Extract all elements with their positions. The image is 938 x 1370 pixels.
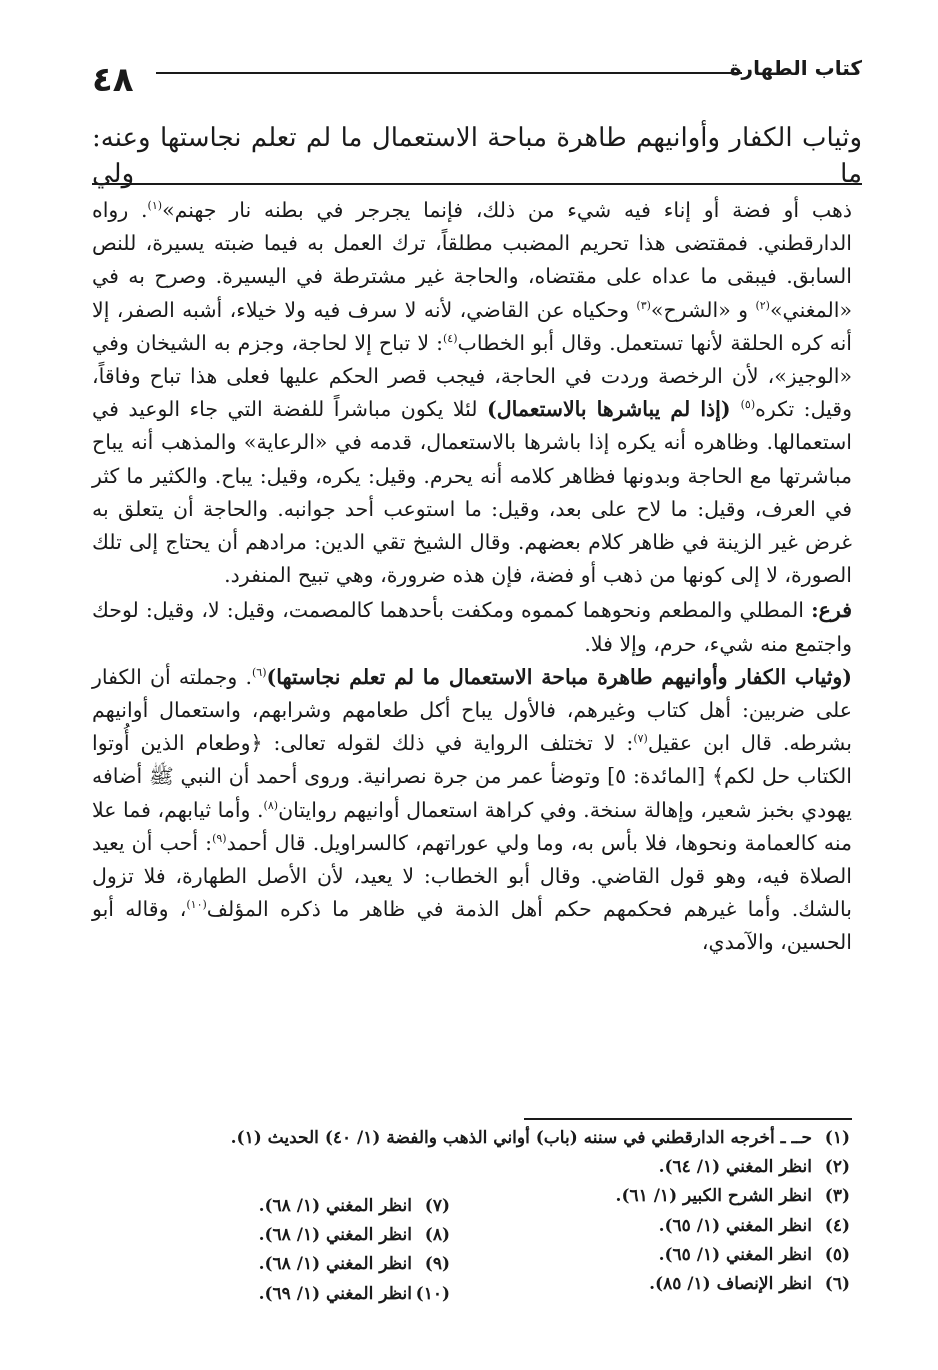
footnote-ref[interactable]: (١٠) <box>186 898 207 912</box>
quoted-matn: (وثياب الكفار وأوانيهم طاهرة مباحة الاستعمال ما لم تعلم نجاستها) <box>266 664 852 689</box>
footnote: (٩)انظر المغني (١/ ٦٨). <box>258 1254 450 1275</box>
footnote-ref[interactable]: (٢) <box>755 298 770 312</box>
footnote-ref[interactable]: (٥) <box>740 398 756 412</box>
footnote-ref[interactable]: (٤) <box>443 331 458 345</box>
footnote-ref[interactable]: (٩) <box>212 832 227 846</box>
branch-paragraph: فرع: المطلي والمطعم ونحوهما كمموه ومكفت بأحدهما كالمصمت، وقيل: لا، وقيل: لوحك واجتمع منه شيء، حرم، وإلا فلا. <box>92 598 852 656</box>
footnote: (١٠)انظر المغني (١/ ٦٩). <box>258 1283 450 1304</box>
footnote: (٨)انظر المغني (١/ ٦٨). <box>258 1225 450 1246</box>
paragraph: ذهب أو فضة أو إناء فيه شيء من ذلك، فإنما يجرجر في بطنه نار جهنم»$^{(١)}$. رواه الدارقطني. فمقتضى هذا تحريم المضبب مطلقاً، ترك العمل به فيما ضبته يسيرة، للنص السابق. فيبقى ما عداه على مقتضاه، والحاجة غير مشترطة في اليسيرة. وصرح به في «المغني»$^{(٢)}$ و «الشرح»$^{(٣)}$ وحكياه عن القاضي، لأنه لا سرف فيه ولا خيلاء، أشبه الصفر، إلا أنه كره الحلقة لأنها تستعمل. وقال أبو الخطاب$^{(٤)}$: لا تباح إلا لحاجة، وجزم به الشيخان وفي «الوجيز»، لأن الرخصة وردت في الحاجة، فيجب قصر الحكم عليها فعلى هذا تباح وفاقاً، وقيل: تكره$^{(٥)}$ (إذا لم يباشرها بالاستعمال) لئلا يكون مباشراً للفضة التي جاء الوعيد في استعمالها. وظاهره أنه يكره إذا باشرها بالاستعمال، قدمه في «الرعاية» والمذهب أنه يباح مباشرتها مع الحاجة وبدونها فظاهر كلامه أنه يحرم. وقيل: يكره، وقيل: يباح. والكثير ما كثر في العرف، وقيل: ما لاح على بعد، وقيل: ما استوعب أحد جوانبه. والحاجة أن يتعلق به غرض غير الزينة في ظاهر كلام بعضهم. وقال الشيخ تقي الدين: مرادهم أن يحتاج إلى تلك الصورة، لا إلى كونها من ذهب أو فضة، فإن هذه ضرورة، وهي تبيح المنفرد. <box>92 198 853 588</box>
footnote: (٤)انظر المغني (١/ ٦٥). <box>658 1215 850 1236</box>
footnote-ref[interactable]: (٧) <box>633 732 648 746</box>
paragraph: (وثياب الكفار وأوانيهم طاهرة مباحة الاستعمال ما لم تعلم نجاستها)$^{(٦)}$. وجملته أن الكفار على ضربين: أهل كتاب وغيرهم، فالأول يباح أكل طعامهم وشرابهم، واستعمال أوانيهم بشرطه. قال ابن عقيل$^{(٧)}$: لا تختلف الرواية في ذلك لقوله تعالى: ﴿وطعام الذين أُوتوا الكتاب حل لكم﴾ [المائدة: ٥] وتوضأ عمر من جرة نصرانية. وروى أحمد أن النبي ﷺ أضافه يهودي بخبز شعير، وإهالة سنخة. وفي كراهة استعمال أوانيهم روايتان$^{(٨)}$. وأما ثيابهم، فما علا منه كالعمامة ونحوها، فلا بأس به، وما ولي عوراتهم، كالسراويل. قال أحمد$^{(٩)}$: أحب أن يعيد الصلاة فيه، وهو قول القاضي. وقال أبو الخطاب: لا يعيد، لأن الأصل الطهارة، فلا تزول بالشك. وأما غيرهم فحكمهم حكم أهل الذمة في ظاهر ما ذكره المؤلف$^{(١٠)}$، وقاله أبو الحسين، والآمدي، <box>92 664 853 955</box>
footnote-column-left <box>160 1192 450 1309</box>
footnote-ref[interactable]: (٦) <box>252 666 267 680</box>
commentary-body <box>92 194 852 960</box>
branch-label: فرع: <box>811 598 852 623</box>
footnote: (٥)انظر المغني (١/ ٦٥). <box>658 1244 850 1265</box>
footnote-ref[interactable]: (٣) <box>636 298 651 312</box>
quoted-matn: (إذا لم يباشرها بالاستعمال) <box>487 397 741 422</box>
footnote: (٢)انظر المغني (١/ ٦٤). <box>658 1157 850 1178</box>
footnote: (٧)انظر المغني (١/ ٦٨). <box>258 1196 450 1216</box>
footnote-ref[interactable]: (١) <box>147 199 163 213</box>
footnote: (٣)انظر الشرح الكبير (١/ ٦١). <box>615 1186 850 1207</box>
footnotes <box>160 1124 850 1324</box>
book-title: كتاب الطهارة <box>729 56 862 80</box>
running-head <box>92 52 862 100</box>
matn-text: وثياب الكفار وأوانيهم طاهرة مباحة الاستعمال ما لم تعلم نجاستها وعنه: ما ولي <box>92 123 862 189</box>
footnote: (٦)انظر الإنصاف (١/ ٨٥). <box>649 1273 850 1294</box>
footnote-ref[interactable]: (٨) <box>263 798 279 812</box>
matn-rule <box>92 183 862 185</box>
page-number: ٤٨ <box>92 60 134 100</box>
footnote-rule <box>524 1118 852 1120</box>
footnote: (١)حــ ـ أخرجه الدارقطني في سننه (باب) أواني الذهب والفضة (١/ ٤٠) الحديث (١). <box>230 1128 850 1148</box>
header-rule <box>156 72 742 74</box>
